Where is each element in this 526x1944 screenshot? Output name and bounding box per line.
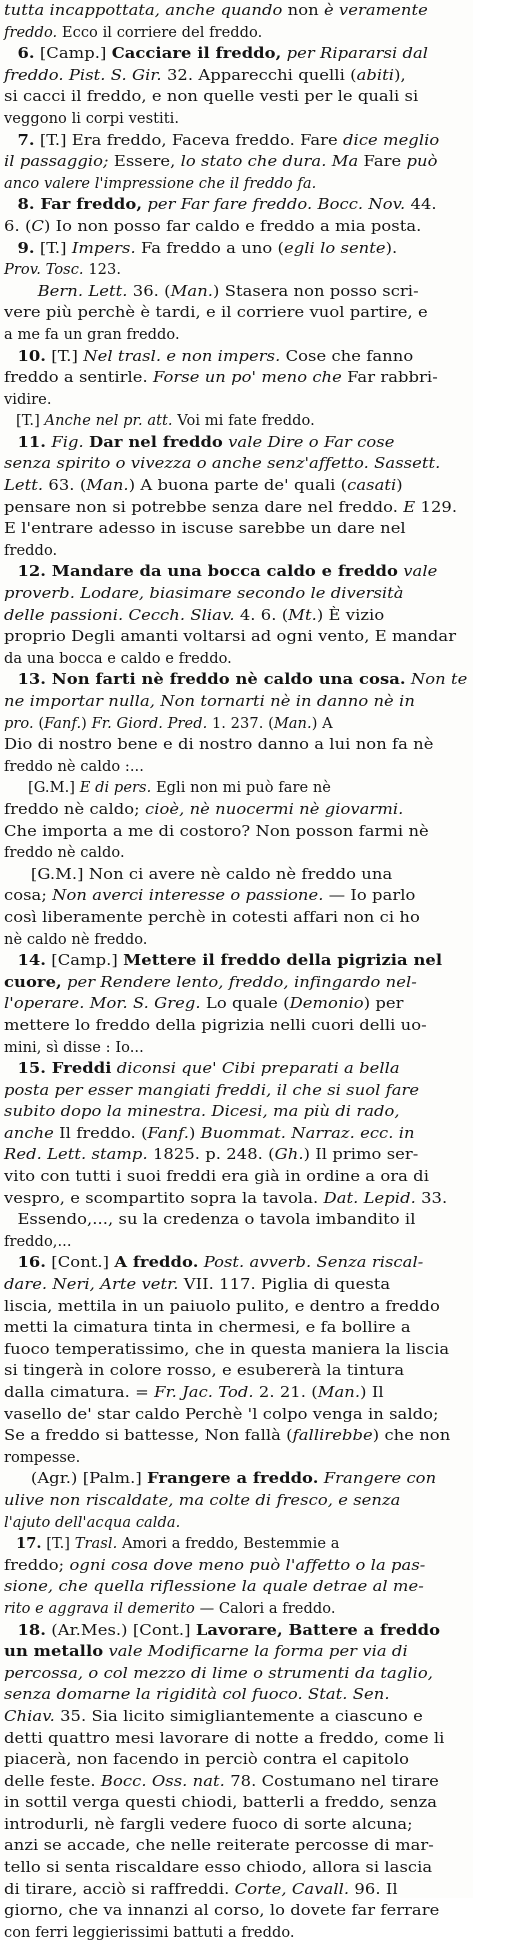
bold-run: 10.	[17, 347, 47, 365]
text-line	[4, 1663, 526, 1685]
italic-run: ne importar nulla, Non tornarti nè in danno nè in	[4, 693, 415, 710]
bold-run: 8. Far freddo,	[17, 196, 143, 214]
italic-run: Non te	[405, 671, 468, 689]
text-line	[4, 1857, 526, 1879]
text-run: [T.]	[34, 239, 72, 257]
text-run: ).	[385, 239, 398, 257]
text-run: 6. (	[4, 217, 32, 235]
text-run: non	[282, 2, 324, 19]
text-line	[4, 1468, 526, 1490]
text-run: 96. Il	[349, 1880, 398, 1898]
text-line	[4, 1835, 526, 1857]
text-run: [Camp.]	[34, 45, 112, 63]
text-run: 1825. p. 248. (	[147, 1146, 275, 1164]
text-line	[4, 324, 470, 346]
text-line	[4, 302, 526, 324]
text-run: 36. (	[127, 282, 171, 300]
text-line	[4, 864, 526, 886]
text-run: ) Il primo ser-	[303, 1146, 419, 1164]
text-run: Far rabbri-	[341, 369, 438, 387]
text-line	[4, 194, 526, 216]
text-line	[4, 65, 526, 87]
text-line	[4, 1728, 526, 1750]
text-run: freddo nè caldo.	[4, 844, 125, 862]
bold-run: Dar nel freddo	[89, 433, 223, 451]
text-line	[4, 1900, 526, 1922]
text-run: Lo quale (	[200, 995, 290, 1013]
text-line	[4, 540, 470, 562]
text-line	[4, 1252, 526, 1274]
text-line	[4, 885, 526, 907]
italic-run: cioè, nè nuocermi nè giovarmi.	[144, 800, 404, 818]
italic-run: Bocc. Oss. nat.	[100, 1772, 225, 1790]
italic-run: sione, che quella riflessione la quale detrae al me-	[4, 1578, 424, 1596]
text-run: Cose che fanno	[280, 347, 414, 365]
text-run: freddo.	[4, 541, 58, 559]
italic-run: Fanf.	[44, 714, 82, 732]
italic-run: vale Dire o Far cose	[222, 433, 395, 451]
text-line	[4, 821, 526, 843]
italic-run: Fig.	[51, 433, 84, 451]
text-line	[4, 1792, 526, 1814]
text-run: Essere,	[108, 153, 181, 171]
italic-run: posta per esser mangiati freddi, il che si suol fare	[4, 1081, 420, 1099]
italic-run: Pist. S. Gir.	[68, 66, 162, 84]
text-run: )	[188, 1124, 201, 1142]
text-line	[4, 346, 526, 368]
text-line	[4, 734, 526, 756]
text-run: Se a freddo si battesse, Non fallà (	[4, 1427, 293, 1445]
text-run: VII. 117. Piglia di questa	[178, 1276, 391, 1294]
italic-run: egli lo sente	[284, 239, 386, 257]
italic-run: è veramente	[323, 2, 428, 19]
text-run: vere più perchè è tardi, e il corriere vuol partire, e	[4, 304, 428, 322]
text-run: ) A buona parte de' quali (	[128, 477, 348, 495]
bold-run: un metallo	[4, 1643, 104, 1661]
italic-run: pro.	[4, 714, 34, 732]
text-run: [Cont.]	[46, 1254, 115, 1272]
text-run: Fare	[358, 153, 407, 171]
text-line	[4, 691, 526, 713]
text-run: freddo;	[4, 1556, 70, 1574]
italic-run: Lett.	[4, 477, 44, 495]
text-run: 123.	[83, 261, 122, 279]
text-run: tello si senta riscaldare esso chiodo, allora si lascia	[4, 1859, 433, 1877]
text-run: 63. (	[43, 477, 87, 495]
italic-run: anco valere l'impressione che il freddo fa.	[4, 174, 317, 192]
text-run: )	[396, 477, 403, 495]
italic-run: anche	[4, 1124, 54, 1142]
italic-run: E	[403, 498, 416, 516]
text-run: giorno, che va innanzi al corso, lo dovete far ferrare	[4, 1902, 440, 1920]
text-line	[4, 1576, 526, 1598]
text-run: delle feste.	[4, 1772, 101, 1790]
italic-run: percossa, o col mezzo di lime o strumenti da taglio,	[4, 1664, 434, 1682]
italic-run: Nel trasl. e non impers.	[83, 347, 281, 365]
bold-run: cuore,	[4, 973, 62, 991]
text-run: cosa;	[4, 887, 53, 905]
text-run: liscia, mettila in un paiuolo pulito, e dentro a freddo	[4, 1297, 440, 1315]
italic-run: Fanf.	[147, 1124, 189, 1142]
bold-run: 9.	[17, 239, 35, 257]
text-line	[4, 173, 470, 195]
italic-run: per Far fare freddo. Bocc. Nov.	[142, 196, 406, 214]
italic-run: vale	[397, 563, 438, 581]
italic-run: vale Modificarne la forma per via di	[103, 1643, 408, 1661]
text-run: [G.M.]	[28, 779, 80, 797]
text-line	[4, 950, 526, 972]
italic-run: Red. Lett. stamp.	[4, 1146, 148, 1164]
text-run: Fa freddo a uno (	[135, 239, 284, 257]
italic-run: l'operare. Mor. S. Greg.	[4, 995, 201, 1013]
text-run: Dio di nostro bene e di nostro danno a lui non fa nè	[4, 736, 434, 754]
bold-run: 18.	[17, 1621, 47, 1639]
text-run: [G.M.] Non ci avere nè caldo nè freddo una	[30, 865, 393, 883]
bold-run: Lavorare, Battere a freddo	[195, 1621, 441, 1639]
italic-run: il passaggio;	[4, 153, 109, 171]
italic-run: per Ripararsi dal	[281, 45, 429, 63]
bold-run: 7.	[17, 131, 35, 149]
entry-text-column	[4, 0, 470, 1944]
bold-run: 12. Mandare da una bocca caldo e freddo	[17, 563, 398, 581]
text-run: [T.]	[41, 1535, 75, 1553]
text-run: 1. 237. (	[207, 714, 274, 732]
text-line	[4, 1080, 526, 1102]
bold-run: 17.	[16, 1535, 42, 1553]
text-run: ) È vizio	[316, 606, 385, 624]
italic-run: Chiav.	[4, 1707, 55, 1725]
text-run: freddo a sentirle.	[4, 369, 153, 387]
text-run: mettere lo freddo della pigrizia nelli cuori delli uo-	[4, 1016, 427, 1034]
text-run: ),	[394, 66, 406, 84]
italic-run: può	[406, 153, 438, 171]
text-run: vasello de' star caldo Perchè 'l colpo venga in saldo;	[4, 1405, 439, 1423]
bold-run: Frangere a freddo.	[147, 1470, 319, 1488]
text-line	[4, 1922, 470, 1944]
italic-run: abiti	[356, 66, 395, 84]
italic-run: ulive non riscaldate, ma colte di fresco, e senza	[4, 1491, 401, 1509]
text-line	[4, 1382, 526, 1404]
text-line	[4, 1101, 526, 1123]
text-line	[4, 1274, 526, 1296]
italic-run: Trasl.	[74, 1535, 118, 1553]
text-run: piacerà, non facendo in perciò contra el capitolo	[4, 1751, 410, 1769]
text-line	[4, 1555, 526, 1577]
bold-run: 15. Freddi	[17, 1060, 112, 1078]
text-line	[4, 497, 526, 519]
text-line	[4, 1404, 526, 1426]
text-line	[4, 842, 470, 864]
text-line	[4, 216, 526, 238]
text-line	[4, 86, 526, 108]
text-line	[4, 669, 526, 691]
text-run: metti la cimatura tinta in chermesi, e fa bollire a	[4, 1319, 411, 1337]
italic-run: Buommat. Narraz. ecc. in	[200, 1124, 415, 1142]
italic-run: Man.	[170, 282, 214, 300]
text-run: 33.	[415, 1189, 448, 1207]
text-run: ) Stasera non posso scri-	[213, 282, 419, 300]
italic-run: rito e aggrava il demerito	[4, 1599, 195, 1617]
text-line	[4, 561, 526, 583]
italic-run: Non averci interesse o passione.	[52, 887, 324, 905]
text-line	[4, 1231, 470, 1253]
italic-run: Fr. Jac. Tod.	[154, 1384, 254, 1401]
text-run: Il freddo. (	[53, 1124, 148, 1142]
text-run: (	[33, 714, 45, 732]
italic-run: Man.	[317, 1384, 361, 1401]
text-line	[4, 22, 470, 44]
text-line	[4, 389, 470, 411]
text-line	[4, 1447, 470, 1469]
italic-run: subito dopo la minestra. Dicesi, ma più di rado,	[4, 1103, 400, 1121]
italic-run: Frangere con	[318, 1470, 437, 1488]
text-run: rompesse.	[4, 1448, 81, 1466]
text-run: anzi se accade, che nelle reiterate percosse di mar-	[4, 1837, 434, 1855]
text-line	[4, 1037, 470, 1059]
bold-run: A freddo.	[114, 1254, 199, 1272]
text-run: [T.]	[46, 347, 84, 365]
text-run: Voi mi fate freddo.	[172, 412, 315, 430]
italic-run: freddo.	[4, 23, 58, 41]
text-line	[4, 1641, 526, 1663]
italic-run: Forse un po' meno che	[152, 369, 342, 387]
text-line	[4, 626, 526, 648]
text-line	[4, 648, 470, 670]
text-line	[4, 1706, 526, 1728]
text-run: 78. Costumano nel tirare	[224, 1772, 439, 1790]
italic-run: C	[31, 217, 44, 235]
text-line	[4, 1339, 526, 1361]
text-run: 35. Sia licito simigliantemente a ciascuno e	[54, 1707, 423, 1725]
italic-run: casati	[347, 477, 397, 495]
text-line	[4, 238, 526, 260]
text-line	[4, 1598, 470, 1620]
italic-run: freddo.	[4, 66, 64, 84]
text-run: si cacci il freddo, e non quelle vesti per le quali si	[4, 88, 419, 106]
text-run: in sottil verga questi chiodi, batterli a freddo, senza	[4, 1794, 438, 1812]
italic-run: Corte, Cavall.	[234, 1880, 350, 1898]
italic-run: delle passioni. Cecch. Sliav.	[4, 606, 235, 624]
text-run: [Camp.]	[46, 952, 124, 970]
text-run: vito con tutti i suoi freddi era già in ordine a ora di	[4, 1168, 429, 1186]
text-run: (Agr.) [Palm.]	[30, 1470, 148, 1488]
text-line	[4, 410, 470, 432]
text-run: [T.]	[16, 412, 45, 430]
text-line	[4, 1814, 526, 1836]
italic-run: proverb. Lodare, biasimare secondo le diversità	[4, 585, 404, 603]
text-run: si tingerà in colore rosso, e esubererà la tintura	[4, 1362, 405, 1380]
text-run: a me fa un gran freddo.	[4, 325, 180, 343]
text-run: proprio Degli amanti voltarsi ad ogni vento, E mandar	[4, 628, 457, 646]
text-run: veggono li corpi vestiti.	[4, 109, 180, 127]
text-line	[4, 972, 526, 994]
italic-run: lo stato che dura. Ma	[180, 153, 359, 171]
text-run: 4. 6. (	[234, 606, 289, 624]
text-line	[4, 1317, 526, 1339]
text-line	[4, 713, 470, 735]
italic-run: Impers.	[71, 239, 136, 257]
text-line	[4, 475, 526, 497]
italic-run: Anche nel pr. att.	[44, 412, 173, 430]
text-run: detti quattro mesi lavorare di notte a freddo, come li	[4, 1729, 445, 1747]
italic-run: Mt.	[288, 606, 317, 624]
italic-run: dare. Neri, Arte vetr.	[4, 1276, 179, 1294]
text-run: Ecco il corriere del freddo.	[57, 23, 263, 41]
text-run: freddo,...	[4, 1232, 72, 1250]
text-run: di tirare, acciò si raffreddi.	[4, 1880, 235, 1898]
text-run: Che importa a me di costoro? Non posson farmi nè	[4, 822, 429, 840]
text-line	[4, 993, 526, 1015]
text-run: ) Il	[360, 1384, 384, 1401]
text-line	[4, 1360, 526, 1382]
text-run: (Ar.Mes.) [Cont.]	[46, 1621, 196, 1639]
text-run: introdurli, nè fargli vedere fuoco di sorte alcuna;	[4, 1815, 413, 1833]
text-line	[4, 1533, 470, 1555]
text-run: pensare non si potrebbe senza dare nel freddo.	[4, 498, 404, 516]
text-line	[4, 1620, 526, 1642]
text-line	[4, 1188, 526, 1210]
text-run: 44.	[405, 196, 437, 214]
text-line	[4, 0, 526, 22]
text-run: vespro, e scompartito sopra la tavola.	[4, 1189, 324, 1207]
text-run: mini, sì disse : Io...	[4, 1038, 144, 1056]
text-run: ) Io non posso far caldo e freddo a mia posta.	[43, 217, 422, 235]
text-line	[4, 518, 526, 540]
text-run: così liberamente perchè in cotesti affari non ci ho	[4, 908, 420, 926]
italic-run: Post. avverb. Senza riscal-	[198, 1254, 424, 1272]
italic-run: E di pers.	[79, 779, 152, 797]
text-line	[4, 453, 526, 475]
text-line	[4, 281, 526, 303]
text-run: nè caldo nè freddo.	[4, 930, 148, 948]
text-line	[4, 583, 526, 605]
italic-run: per Rendere lento, freddo, infingardo nel-	[61, 973, 417, 991]
text-line	[4, 1684, 526, 1706]
bold-run: Mettere il freddo della pigrizia nel	[123, 952, 443, 970]
italic-run: dice meglio	[343, 131, 440, 149]
text-line	[4, 1015, 526, 1037]
text-line	[4, 1771, 526, 1793]
italic-run: tutta incappottata, anche quando	[4, 2, 283, 19]
bold-run: 14.	[17, 952, 47, 970]
text-run: — Calori a freddo.	[194, 1599, 336, 1617]
text-run: ) A	[311, 714, 333, 732]
text-run: )	[81, 714, 92, 732]
italic-run: l'ajuto dell'acqua calda.	[4, 1513, 181, 1531]
text-line	[4, 1166, 526, 1188]
text-run: 129.	[415, 498, 458, 516]
text-line	[4, 799, 526, 821]
text-line	[4, 1123, 526, 1145]
text-line	[4, 43, 526, 65]
text-run: ) che non	[372, 1427, 451, 1445]
bold-run: 16.	[17, 1254, 47, 1272]
italic-run: senza domarne la rigidità col fuoco. Stat. Sen.	[4, 1686, 390, 1704]
text-run: ) per	[363, 995, 404, 1013]
italic-run: Bern. Lett.	[37, 282, 128, 300]
text-line	[4, 756, 470, 778]
text-line	[4, 1879, 526, 1901]
text-line	[4, 1058, 526, 1080]
text-line	[4, 1490, 526, 1512]
text-line	[4, 1425, 526, 1447]
text-run: fuoco temperatissimo, che in questa maniera la liscia	[4, 1340, 450, 1358]
text-line	[4, 130, 526, 152]
italic-run: Prov. Tosc.	[4, 261, 84, 279]
text-run: — Io parlo	[323, 887, 416, 905]
text-run: [T.] Era freddo, Faceva freddo. Fare	[34, 131, 344, 149]
text-line	[4, 1512, 470, 1534]
text-line	[4, 1749, 526, 1771]
text-line	[4, 432, 526, 454]
italic-run: senza spirito o vivezza o anche senz'affetto. Sassett.	[4, 455, 441, 473]
bold-run: Cacciare il freddo,	[111, 45, 282, 63]
italic-run: fallirebbe	[292, 1427, 373, 1445]
bold-run: 6.	[17, 45, 35, 63]
text-run: E l'entrare adesso in iscuse sarebbe un dare nel	[4, 520, 406, 538]
text-line	[4, 777, 470, 799]
text-run: 32. Apparecchi quelli (	[161, 66, 357, 84]
text-run: da una bocca e caldo e freddo.	[4, 649, 232, 667]
text-line	[4, 605, 526, 627]
text-line	[4, 907, 526, 929]
text-run: 2. 21. (	[253, 1384, 318, 1401]
text-line	[4, 1144, 526, 1166]
text-run: Amori a freddo, Bestemmie a	[117, 1535, 340, 1553]
text-run: freddo nè caldo;	[4, 800, 145, 818]
italic-run: ogni cosa dove meno può l'affetto o la pas-	[69, 1556, 426, 1574]
text-line	[4, 929, 470, 951]
text-run: con ferri leggierissimi battuti a freddo.	[4, 1923, 295, 1941]
italic-run: Man.	[273, 714, 312, 732]
text-run: vidire.	[4, 390, 52, 408]
text-line	[4, 108, 470, 130]
italic-run: Fr. Giord. Pred.	[91, 714, 208, 732]
bold-run: 13. Non farti nè freddo nè caldo una cosa.	[17, 671, 406, 689]
text-line	[4, 367, 526, 389]
bold-run: 11.	[17, 433, 47, 451]
italic-run: Man.	[86, 477, 129, 495]
text-line	[4, 1209, 526, 1231]
text-line	[4, 1296, 526, 1318]
text-line	[4, 151, 526, 173]
text-line	[4, 259, 470, 281]
text-run: Essendo,..., su la credenza o tavola imbandito il	[17, 1211, 416, 1229]
italic-run: diconsi que' Cibi preparati a bella	[111, 1060, 400, 1078]
text-run: dalla cimatura. =	[4, 1384, 155, 1401]
text-run: Egli non mi può fare nè	[151, 779, 331, 797]
text-run: freddo nè caldo :...	[4, 757, 144, 775]
italic-run: Gh.	[274, 1146, 304, 1164]
italic-run: Demonio	[289, 995, 364, 1013]
italic-run: Dat. Lepid.	[323, 1189, 416, 1207]
